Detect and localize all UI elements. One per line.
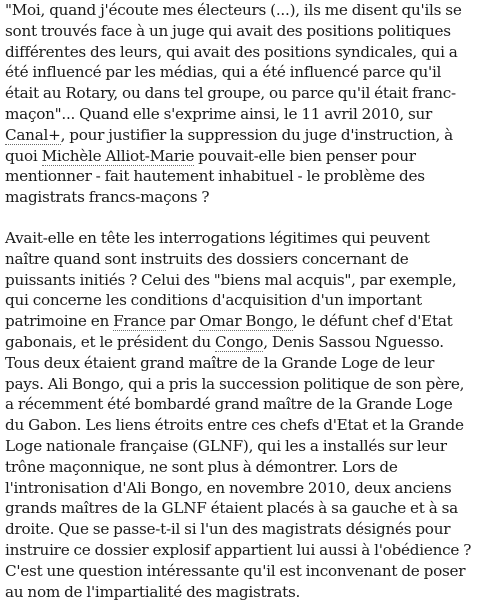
link-michele-alliot-marie[interactable]: Michèle Alliot-Marie [41, 146, 195, 165]
paragraph-2 [5, 228, 472, 602]
link-france[interactable]: France [113, 312, 166, 331]
paragraph-2-text-b: par [165, 312, 200, 331]
paragraph-2-text-d: , Denis Sassou Nguesso. Tous deux étaient grand maître de la Grande Loge de leur pays. Ali Bongo, qui a pris la succession politique de son père, a récemment été bombardé grand maître de la Grande Loge du Gabon. Les liens étroits entre ces chefs d'Etat et la Grande Loge nationale française (GLNF), qui les a installés sur leur trône maçonnique, ne sont plus à démontrer. Lors de l'intronisation d'Ali Bongo, en novembre 2010, deux anciens grands maîtres de la GLNF étaient placés à sa gauche et à sa droite. Que se passe-t-il si l'un des magistrats désignés pour instruire ce dossier explosif appartient lui aussi à l'obédience ? C'est une question intéressante qu'il est inconvenant de poser au nom de l'impartialité des magistrats. [5, 332, 472, 601]
paragraph-1-text-c: pouvait-elle bien penser pour mentionner - fait hautement inhabituel - le problème des magistrats francs-maçons ? [5, 146, 425, 207]
paragraph-2-text-a: Avait-elle en tête les interrogations légitimes qui peuvent naître quand sont instruits des dossiers concernant de puissants initiés ? Celui des "biens mal acquis", par exemple, qui concerne les conditions d'acquisition d'un important patrimoine en [5, 228, 457, 331]
paragraph-1 [5, 0, 472, 208]
paragraph-1-text-b: , pour justifier la suppression du juge d'instruction, à quoi [5, 125, 453, 165]
link-omar-bongo[interactable]: Omar Bongo [199, 312, 294, 331]
link-congo[interactable]: Congo [215, 332, 264, 351]
paragraph-2-text-c: , le défunt chef d'Etat gabonais, et le président du [5, 312, 453, 351]
link-canal-plus[interactable]: Canal+ [5, 125, 61, 144]
paragraph-1-text-a: "Moi, quand j'écoute mes électeurs (...), ils me disent qu'ils se sont trouvés face à un juge qui avait des positions politiques différentes des leurs, qui avait des positions syndicales, qui a été influencé par les médias, qui a été influencé parce qu'il était au Rotary, ou dans tel groupe, ou parce qu'il était franc-maçon"... Quand elle s'exprime ainsi, le 11 avril 2010, sur [5, 1, 462, 123]
